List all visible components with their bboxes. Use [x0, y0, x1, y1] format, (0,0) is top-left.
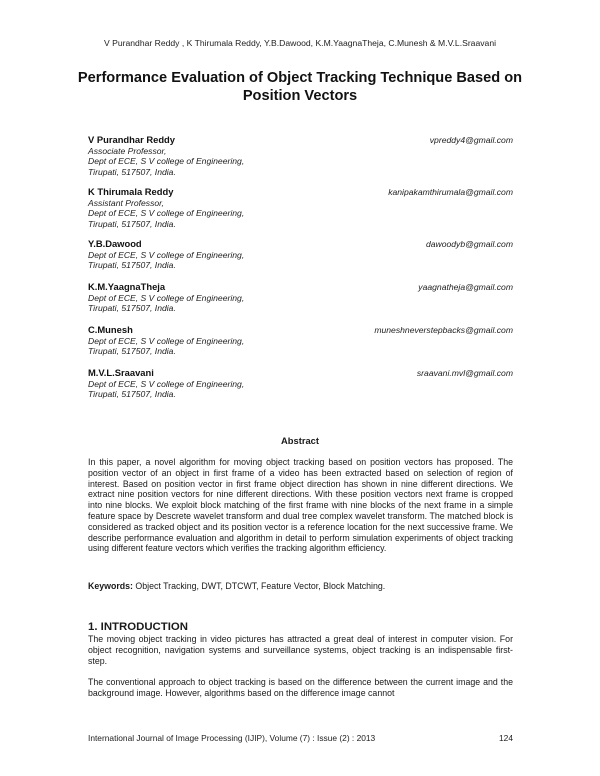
keywords-label: Keywords: — [88, 581, 133, 591]
author-affiliation-line: Dept of ECE, S V college of Engineering, — [88, 292, 245, 303]
author-affiliation-line: Dept of ECE, S V college of Engineering, — [88, 335, 245, 346]
author-affiliation-line: Dept of ECE, S V college of Engineering, — [88, 156, 245, 167]
author-affiliation-line: Tirupati, 517507, India. — [88, 166, 176, 177]
author-name: K Thirumala Reddy — [88, 186, 174, 197]
author-block — [88, 187, 513, 229]
keywords — [88, 581, 513, 591]
author-name: C.Munesh — [88, 324, 133, 335]
author-affiliation-line: Tirupati, 517507, India. — [88, 260, 176, 271]
author-email[interactable]: sraavani.mvl@gmail.com — [416, 368, 513, 378]
author-affiliation-line: Associate Professor, — [88, 145, 167, 156]
author-affiliation-line: Dept of ECE, S V college of Engineering, — [88, 208, 245, 219]
author-affiliation-line: Dept of ECE, S V college of Engineering, — [88, 378, 245, 389]
author-block — [88, 325, 513, 357]
abstract-heading: Abstract — [280, 435, 320, 446]
author-affiliation-line: Dept of ECE, S V college of Engineering, — [88, 249, 245, 260]
paper-title: Performance Evaluation of Object Tracking Technique Based on Position Vectors — [77, 70, 523, 104]
body-paragraph: The moving object tracking in video pictures has attracted a great deal of interest in computer vision. For object recognition, navigation systems and surveillance systems, object tracking is an indispensable first-step. — [88, 634, 513, 666]
body-paragraph: The conventional approach to object tracking is based on the difference between the current image and the background image. However, algorithms based on the difference image cannot — [88, 677, 513, 698]
keywords-text: Object Tracking, DWT, DTCWT, Feature Vector, Block Matching. — [132, 581, 386, 591]
author-name: K.M.YaagnaTheja — [88, 281, 166, 292]
author-affiliation-line: Tirupati, 517507, India. — [88, 303, 176, 314]
page-number: 124 — [499, 733, 513, 743]
journal-citation: International Journal of Image Processing (IJIP), Volume (7) : Issue (2) : 2013 — [88, 733, 376, 743]
author-affiliation-line: Tirupati, 517507, India. — [88, 346, 176, 357]
author-affiliation-line: Tirupati, 517507, India. — [88, 389, 176, 400]
author-affiliation-line: Tirupati, 517507, India. — [88, 218, 176, 229]
author-name: M.V.L.Sraavani — [88, 367, 154, 378]
author-name: Y.B.Dawood — [88, 238, 142, 249]
running-head: V Purandhar Reddy , K Thirumala Reddy, Y.B.Dawood, K.M.YaagnaTheja, C.Munesh & M.V.L.Sraavani — [103, 38, 497, 48]
page-footer — [88, 733, 513, 743]
author-email[interactable]: vpreddy4@gmail.com — [429, 135, 513, 145]
author-email[interactable]: dawoodyb@gmail.com — [425, 239, 513, 249]
author-block — [88, 135, 513, 177]
abstract-text: In this paper, a novel algorithm for moving object tracking based on position vectors has proposed. The position vector of an object in first frame of a video has been extracted based on selection of region of interest. Based on position vector in first frame object direction has shown in nine different directions. We extract nine position vectors for nine different directions. With these position vectors next frame is cropped into nine blocks. We exploit block matching of the first frame with nine blocks of the next frame in a simple feature space by Descrete wavelet transform and dual tree complex wavelet transform. The matched block is considered as tracked object and its position vector is a reference location for the next successive frame. We describe performance evaluation and algorithm in detail to perform simulation experiments of object tracking using different feature vectors which verifies the tracking algorithm efficiency. — [88, 457, 513, 554]
author-email[interactable]: muneshneverstepbacks@gmail.com — [374, 325, 513, 335]
section-heading: 1. INTRODUCTION — [88, 621, 188, 633]
author-block — [88, 239, 513, 271]
author-affiliation-line: Assistant Professor, — [88, 197, 164, 208]
author-block — [88, 368, 513, 400]
author-block — [88, 282, 513, 314]
author-name: V Purandhar Reddy — [88, 134, 175, 145]
author-email[interactable]: yaagnatheja@gmail.com — [418, 282, 513, 292]
author-email[interactable]: kanipakamthirumala@gmail.com — [388, 187, 513, 197]
